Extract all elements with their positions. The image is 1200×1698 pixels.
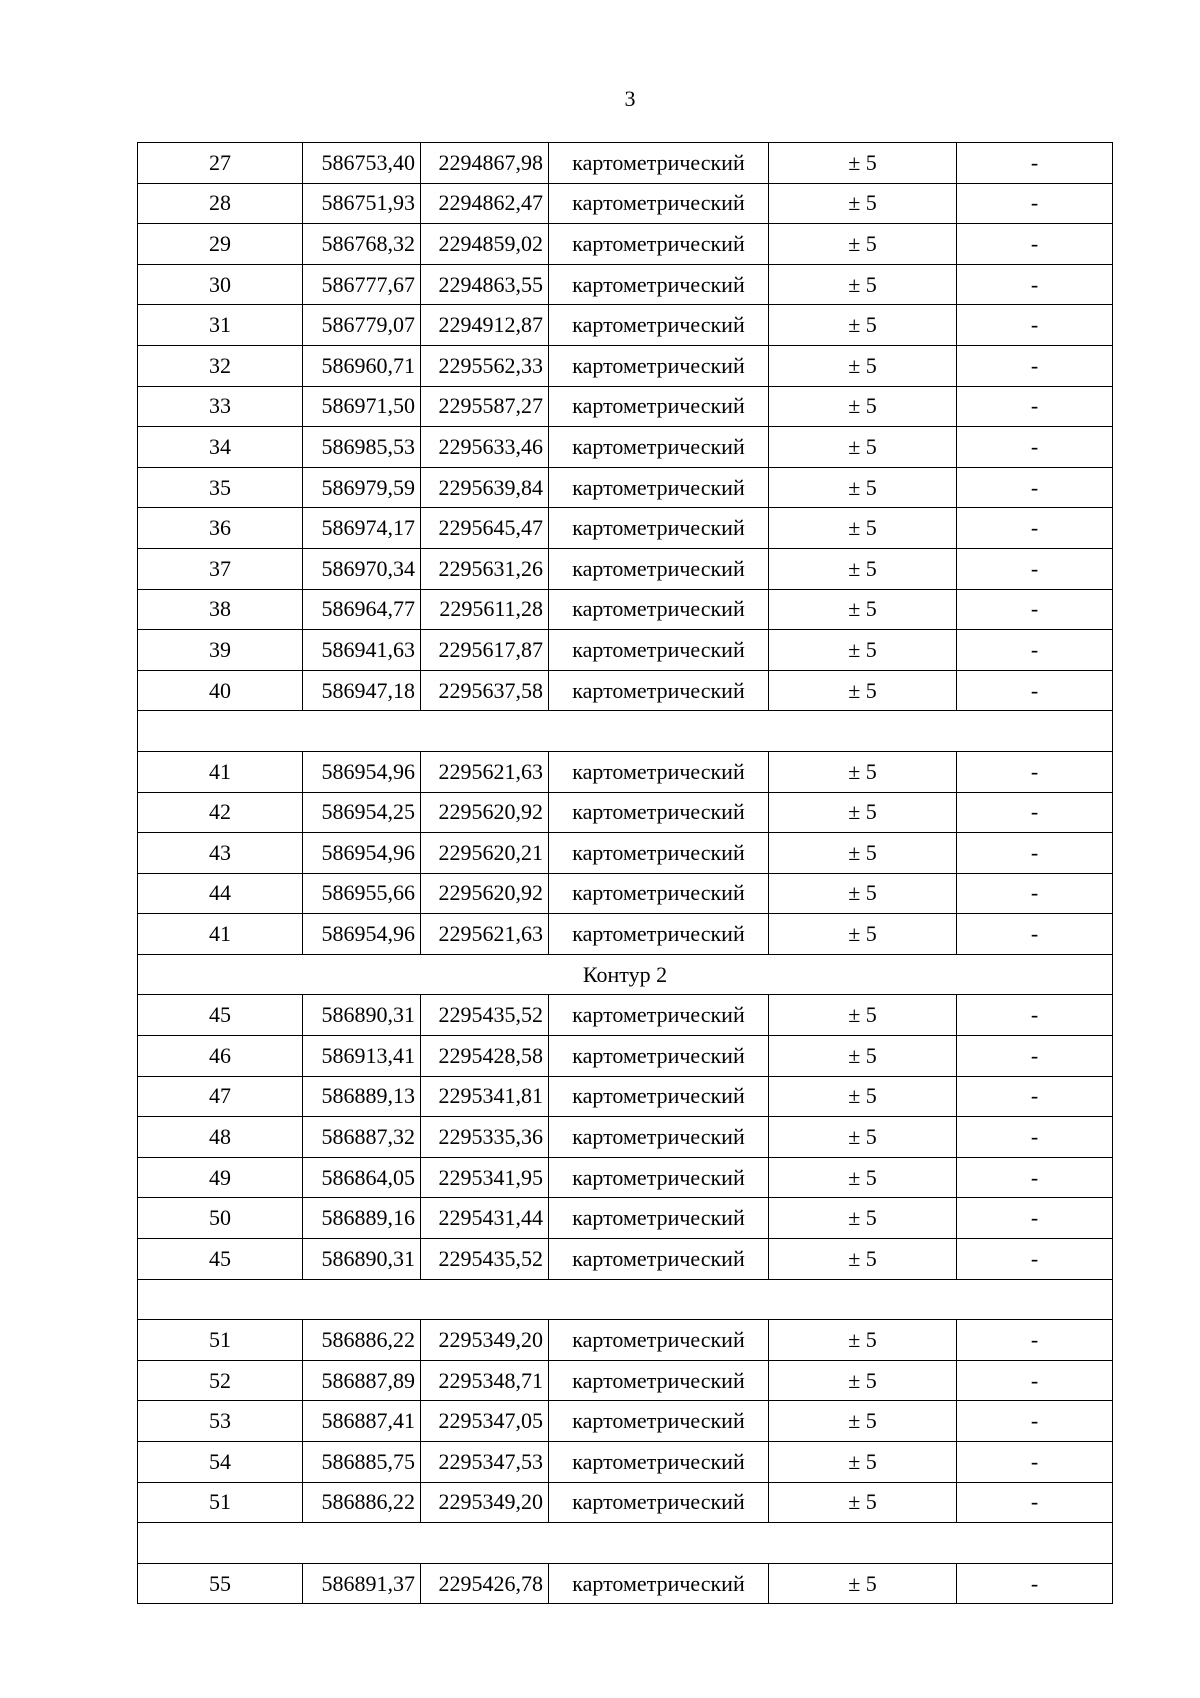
method-cell: картометрический [549, 427, 769, 468]
x-coordinate-cell: 586887,41 [303, 1401, 421, 1442]
description-cell: - [957, 508, 1113, 549]
description-cell: - [957, 995, 1113, 1036]
x-coordinate-cell: 586887,89 [303, 1360, 421, 1401]
description-cell: - [957, 548, 1113, 589]
x-coordinate-cell: 586753,40 [303, 143, 421, 184]
accuracy-cell: ± 5 [769, 833, 957, 874]
accuracy-cell: ± 5 [769, 1360, 957, 1401]
description-cell: - [957, 143, 1113, 184]
accuracy-cell: ± 5 [769, 995, 957, 1036]
description-cell: - [957, 305, 1113, 346]
method-cell: картометрический [549, 1482, 769, 1523]
x-coordinate-cell: 586947,18 [303, 670, 421, 711]
accuracy-cell: ± 5 [769, 548, 957, 589]
point-number-cell: 35 [138, 467, 303, 508]
point-number-cell: 45 [138, 1239, 303, 1280]
description-cell: - [957, 751, 1113, 792]
description-cell: - [957, 1401, 1113, 1442]
y-coordinate-cell: 2295335,36 [421, 1117, 549, 1158]
y-coordinate-cell: 2295347,05 [421, 1401, 549, 1442]
accuracy-cell: ± 5 [769, 1320, 957, 1361]
table-row [138, 305, 1113, 346]
table-row [138, 1442, 1113, 1483]
accuracy-cell: ± 5 [769, 305, 957, 346]
description-cell: - [957, 1360, 1113, 1401]
x-coordinate-cell: 586889,16 [303, 1198, 421, 1239]
description-cell: - [957, 1563, 1113, 1604]
point-number-cell: 54 [138, 1442, 303, 1483]
table-row [138, 548, 1113, 589]
accuracy-cell: ± 5 [769, 183, 957, 224]
contour-header-row [138, 954, 1113, 995]
coordinates-table [137, 142, 1113, 1604]
x-coordinate-cell: 586979,59 [303, 467, 421, 508]
accuracy-cell: ± 5 [769, 1117, 957, 1158]
point-number-cell: 36 [138, 508, 303, 549]
point-number-cell: 39 [138, 630, 303, 671]
separator-row [138, 1523, 1113, 1564]
method-cell: картометрический [549, 183, 769, 224]
x-coordinate-cell: 586954,96 [303, 751, 421, 792]
table-row [138, 751, 1113, 792]
method-cell: картометрический [549, 833, 769, 874]
x-coordinate-cell: 586864,05 [303, 1157, 421, 1198]
point-number-cell: 50 [138, 1198, 303, 1239]
x-coordinate-cell: 586779,07 [303, 305, 421, 346]
separator-cell [138, 1279, 1113, 1320]
method-cell: картометрический [549, 1036, 769, 1077]
x-coordinate-cell: 586970,34 [303, 548, 421, 589]
method-cell: картометрический [549, 1563, 769, 1604]
table-row [138, 670, 1113, 711]
method-cell: картометрический [549, 305, 769, 346]
separator-row [138, 1279, 1113, 1320]
y-coordinate-cell: 2295620,21 [421, 833, 549, 874]
y-coordinate-cell: 2295428,58 [421, 1036, 549, 1077]
description-cell: - [957, 1239, 1113, 1280]
y-coordinate-cell: 2294912,87 [421, 305, 549, 346]
y-coordinate-cell: 2295633,46 [421, 427, 549, 468]
point-number-cell: 41 [138, 914, 303, 955]
table-row [138, 1239, 1113, 1280]
y-coordinate-cell: 2295611,28 [421, 589, 549, 630]
point-number-cell: 43 [138, 833, 303, 874]
method-cell: картометрический [549, 630, 769, 671]
y-coordinate-cell: 2294859,02 [421, 224, 549, 265]
x-coordinate-cell: 586954,96 [303, 914, 421, 955]
point-number-cell: 52 [138, 1360, 303, 1401]
method-cell: картометрический [549, 589, 769, 630]
description-cell: - [957, 833, 1113, 874]
table-row [138, 995, 1113, 1036]
description-cell: - [957, 1442, 1113, 1483]
point-number-cell: 28 [138, 183, 303, 224]
method-cell: картометрический [549, 873, 769, 914]
description-cell: - [957, 873, 1113, 914]
accuracy-cell: ± 5 [769, 264, 957, 305]
description-cell: - [957, 1198, 1113, 1239]
y-coordinate-cell: 2295645,47 [421, 508, 549, 549]
x-coordinate-cell: 586887,32 [303, 1117, 421, 1158]
separator-cell [138, 1523, 1113, 1564]
description-cell: - [957, 467, 1113, 508]
table-row [138, 1157, 1113, 1198]
y-coordinate-cell: 2294862,47 [421, 183, 549, 224]
description-cell: - [957, 1036, 1113, 1077]
accuracy-cell: ± 5 [769, 630, 957, 671]
y-coordinate-cell: 2295431,44 [421, 1198, 549, 1239]
x-coordinate-cell: 586964,77 [303, 589, 421, 630]
y-coordinate-cell: 2295435,52 [421, 995, 549, 1036]
method-cell: картометрический [549, 1239, 769, 1280]
point-number-cell: 33 [138, 386, 303, 427]
description-cell: - [957, 589, 1113, 630]
method-cell: картометрический [549, 264, 769, 305]
accuracy-cell: ± 5 [769, 467, 957, 508]
method-cell: картометрический [549, 1442, 769, 1483]
table-row [138, 143, 1113, 184]
point-number-cell: 51 [138, 1320, 303, 1361]
point-number-cell: 27 [138, 143, 303, 184]
x-coordinate-cell: 586890,31 [303, 1239, 421, 1280]
x-coordinate-cell: 586751,93 [303, 183, 421, 224]
method-cell: картометрический [549, 751, 769, 792]
method-cell: картометрический [549, 1076, 769, 1117]
point-number-cell: 30 [138, 264, 303, 305]
y-coordinate-cell: 2295347,53 [421, 1442, 549, 1483]
accuracy-cell: ± 5 [769, 873, 957, 914]
table-row [138, 833, 1113, 874]
method-cell: картометрический [549, 143, 769, 184]
description-cell: - [957, 1076, 1113, 1117]
method-cell: картометрический [549, 914, 769, 955]
x-coordinate-cell: 586886,22 [303, 1320, 421, 1361]
point-number-cell: 47 [138, 1076, 303, 1117]
page-number: 3 [624, 86, 636, 111]
point-number-cell: 46 [138, 1036, 303, 1077]
y-coordinate-cell: 2295341,95 [421, 1157, 549, 1198]
y-coordinate-cell: 2295639,84 [421, 467, 549, 508]
description-cell: - [957, 792, 1113, 833]
table-row [138, 345, 1113, 386]
x-coordinate-cell: 586890,31 [303, 995, 421, 1036]
table-row [138, 630, 1113, 671]
table-row [138, 873, 1113, 914]
y-coordinate-cell: 2295426,78 [421, 1563, 549, 1604]
coordinates-table-body [138, 143, 1113, 1604]
accuracy-cell: ± 5 [769, 508, 957, 549]
y-coordinate-cell: 2295349,20 [421, 1320, 549, 1361]
method-cell: картометрический [549, 792, 769, 833]
table-row [138, 914, 1113, 955]
table-row [138, 1401, 1113, 1442]
method-cell: картометрический [549, 1360, 769, 1401]
accuracy-cell: ± 5 [769, 1442, 957, 1483]
point-number-cell: 44 [138, 873, 303, 914]
accuracy-cell: ± 5 [769, 427, 957, 468]
description-cell: - [957, 183, 1113, 224]
accuracy-cell: ± 5 [769, 1563, 957, 1604]
x-coordinate-cell: 586913,41 [303, 1036, 421, 1077]
x-coordinate-cell: 586891,37 [303, 1563, 421, 1604]
point-number-cell: 40 [138, 670, 303, 711]
y-coordinate-cell: 2295435,52 [421, 1239, 549, 1280]
method-cell: картометрический [549, 386, 769, 427]
description-cell: - [957, 630, 1113, 671]
description-cell: - [957, 1117, 1113, 1158]
table-row [138, 1198, 1113, 1239]
point-number-cell: 32 [138, 345, 303, 386]
table-row [138, 1482, 1113, 1523]
accuracy-cell: ± 5 [769, 914, 957, 955]
method-cell: картометрический [549, 1401, 769, 1442]
x-coordinate-cell: 586885,75 [303, 1442, 421, 1483]
method-cell: картометрический [549, 1320, 769, 1361]
method-cell: картометрический [549, 995, 769, 1036]
accuracy-cell: ± 5 [769, 1401, 957, 1442]
description-cell: - [957, 1157, 1113, 1198]
table-row [138, 589, 1113, 630]
separator-cell [138, 711, 1113, 752]
contour-label: Контур 2 [138, 954, 1113, 995]
table-row [138, 467, 1113, 508]
x-coordinate-cell: 586985,53 [303, 427, 421, 468]
y-coordinate-cell: 2295620,92 [421, 873, 549, 914]
description-cell: - [957, 1320, 1113, 1361]
table-row [138, 1076, 1113, 1117]
accuracy-cell: ± 5 [769, 1198, 957, 1239]
description-cell: - [957, 386, 1113, 427]
x-coordinate-cell: 586889,13 [303, 1076, 421, 1117]
method-cell: картометрический [549, 548, 769, 589]
description-cell: - [957, 427, 1113, 468]
accuracy-cell: ± 5 [769, 792, 957, 833]
y-coordinate-cell: 2295617,87 [421, 630, 549, 671]
point-number-cell: 29 [138, 224, 303, 265]
accuracy-cell: ± 5 [769, 143, 957, 184]
point-number-cell: 55 [138, 1563, 303, 1604]
table-row [138, 1117, 1113, 1158]
accuracy-cell: ± 5 [769, 345, 957, 386]
accuracy-cell: ± 5 [769, 1157, 957, 1198]
table-row [138, 264, 1113, 305]
x-coordinate-cell: 586971,50 [303, 386, 421, 427]
point-number-cell: 34 [138, 427, 303, 468]
accuracy-cell: ± 5 [769, 1076, 957, 1117]
y-coordinate-cell: 2295637,58 [421, 670, 549, 711]
table-row [138, 1320, 1113, 1361]
y-coordinate-cell: 2295587,27 [421, 386, 549, 427]
table-row [138, 1036, 1113, 1077]
y-coordinate-cell: 2295562,33 [421, 345, 549, 386]
y-coordinate-cell: 2294867,98 [421, 143, 549, 184]
y-coordinate-cell: 2295631,26 [421, 548, 549, 589]
point-number-cell: 49 [138, 1157, 303, 1198]
point-number-cell: 45 [138, 995, 303, 1036]
point-number-cell: 31 [138, 305, 303, 346]
method-cell: картометрический [549, 224, 769, 265]
accuracy-cell: ± 5 [769, 1036, 957, 1077]
x-coordinate-cell: 586974,17 [303, 508, 421, 549]
x-coordinate-cell: 586768,32 [303, 224, 421, 265]
point-number-cell: 42 [138, 792, 303, 833]
x-coordinate-cell: 586955,66 [303, 873, 421, 914]
x-coordinate-cell: 586886,22 [303, 1482, 421, 1523]
x-coordinate-cell: 586941,63 [303, 630, 421, 671]
y-coordinate-cell: 2295349,20 [421, 1482, 549, 1523]
table-row [138, 183, 1113, 224]
table-row [138, 1360, 1113, 1401]
x-coordinate-cell: 586960,71 [303, 345, 421, 386]
table-row [138, 1563, 1113, 1604]
accuracy-cell: ± 5 [769, 224, 957, 265]
y-coordinate-cell: 2295348,71 [421, 1360, 549, 1401]
method-cell: картометрический [549, 508, 769, 549]
table-row [138, 224, 1113, 265]
method-cell: картометрический [549, 345, 769, 386]
table-row [138, 427, 1113, 468]
table-row [138, 508, 1113, 549]
method-cell: картометрический [549, 670, 769, 711]
point-number-cell: 53 [138, 1401, 303, 1442]
accuracy-cell: ± 5 [769, 386, 957, 427]
method-cell: картометрический [549, 1157, 769, 1198]
x-coordinate-cell: 586777,67 [303, 264, 421, 305]
description-cell: - [957, 224, 1113, 265]
point-number-cell: 48 [138, 1117, 303, 1158]
x-coordinate-cell: 586954,25 [303, 792, 421, 833]
accuracy-cell: ± 5 [769, 1239, 957, 1280]
separator-row [138, 711, 1113, 752]
accuracy-cell: ± 5 [769, 589, 957, 630]
description-cell: - [957, 345, 1113, 386]
y-coordinate-cell: 2295621,63 [421, 751, 549, 792]
method-cell: картометрический [549, 1117, 769, 1158]
point-number-cell: 51 [138, 1482, 303, 1523]
y-coordinate-cell: 2295620,92 [421, 792, 549, 833]
accuracy-cell: ± 5 [769, 1482, 957, 1523]
x-coordinate-cell: 586954,96 [303, 833, 421, 874]
description-cell: - [957, 670, 1113, 711]
table-row [138, 386, 1113, 427]
method-cell: картометрический [549, 1198, 769, 1239]
accuracy-cell: ± 5 [769, 670, 957, 711]
table-row [138, 792, 1113, 833]
description-cell: - [957, 1482, 1113, 1523]
description-cell: - [957, 264, 1113, 305]
point-number-cell: 38 [138, 589, 303, 630]
point-number-cell: 37 [138, 548, 303, 589]
y-coordinate-cell: 2295621,63 [421, 914, 549, 955]
y-coordinate-cell: 2295341,81 [421, 1076, 549, 1117]
description-cell: - [957, 914, 1113, 955]
y-coordinate-cell: 2294863,55 [421, 264, 549, 305]
accuracy-cell: ± 5 [769, 751, 957, 792]
method-cell: картометрический [549, 467, 769, 508]
point-number-cell: 41 [138, 751, 303, 792]
